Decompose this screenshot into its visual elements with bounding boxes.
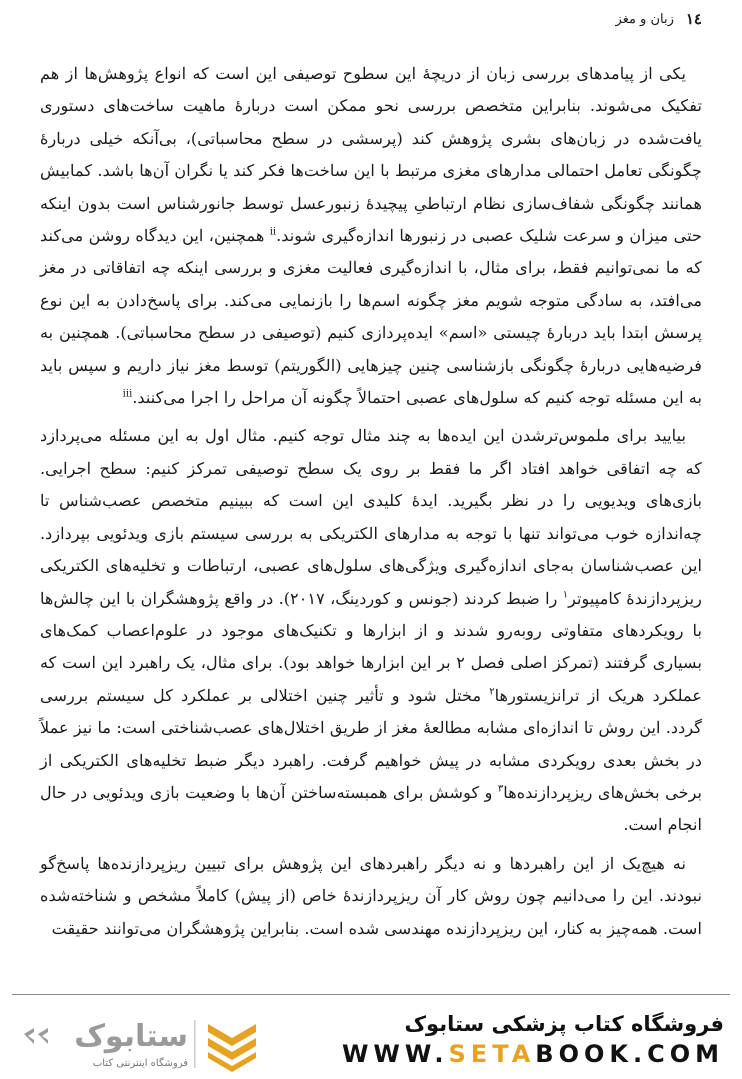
store-url[interactable] xyxy=(342,1040,724,1068)
footer-divider xyxy=(12,994,730,995)
footnote-marker: ١ xyxy=(562,589,569,601)
paragraph-3-text: نه هیچ‌یک از این راهبردها و نه دیگر راهبردهای این پژوهش برای تبیین ریزپردازنده‌ها پاسخ‌گو نبودند. این را می‌دانیم چون روش کار آن ریزپردازندهٔ خاص (از پیش) کاملاً مشخص و شناخته‌شده است. همه‌چیز به کنار، این ریزپردازنده مهندسی شده است. بنابراین پژوهشگران می‌توانند حقیقت xyxy=(40,853,702,938)
paragraph-2 xyxy=(40,420,702,841)
url-suffix: BOOK.COM xyxy=(535,1040,724,1068)
paragraph-2-text-cont: مختل شود و تأثیر چنین اختلالی بر عملکرد کل سیستم بررسی گردد. این روش تا اندازه‌ای مشابه مطالعهٔ مغز از طریق اختلال‌های عصب‌شناختی است: ما نیز عملاً در بخش بعدی رویکردی مشابه در پیش خواهیم گرفت. راهبرد دیگر ضبط تخلیه‌های الکتریکی از برخی بخش‌های ریزپردازنده‌ها xyxy=(40,685,703,802)
store-name: فروشگاه کتاب پزشکی ستابوک xyxy=(404,1012,724,1036)
logo-wordmark: ستابوک xyxy=(74,1019,188,1054)
paragraph-2-text: بیایید برای ملموس‌ترشدن این ایده‌ها به چند مثال توجه کنیم. مثال اول به این مسئله می‌پردازد که چه اتفاقی خواهد افتاد اگر ما فقط بر روی یک سطح توصیفی تمرکز کنیم: سطح اجرایی. بازی‌های ویدیویی را در نظر بگیرید. ایدهٔ کلیدی این است که ببینیم متخصص عصب‌شناس تا چه‌اندازه خوب می‌تواند تنها با توجه به مدارهای الکتریکی به بررسی سیستم بازی ویدئویی بپردازد. این عصب‌شناسان به‌جای اندازه‌گیری ویژگی‌های سلول‌های عصبی، ارتباطات و تخلیه‌های الکتریکی ریزپردازندهٔ کامپیوتر xyxy=(40,426,702,608)
paragraph-3 xyxy=(40,848,702,945)
footnote-marker: ٢ xyxy=(489,686,495,698)
setabook-logo xyxy=(18,1012,294,1072)
paragraph-2-text-cont: را ضبط کردند (جونس و کوردینگ، ٢٠١٧). در واقع پژوهشگران با این چالش‌ها با رویکردهای متفاوتی روبه‌رو شدند و از ابزارها و تکنیک‌های موجود در علوم‌اعصاب کمک‌های بسیاری گرفتند (تمرکز اصلی فصل ٢ بر این ابزارها خواهد بود). برای مثال، یک راهبرد این است که عملکرد هریک از ترانزیستورها xyxy=(40,588,703,705)
page-number: ١٤ xyxy=(685,10,702,28)
footnote-marker: ٣ xyxy=(497,783,504,795)
chapter-title: زبان و مغز xyxy=(615,11,674,27)
paragraph-1-text-cont: همچنین، این دیدگاه روشن می‌کند که ما نمی‌توانیم فقط، برای مثال، با اندازه‌گیری فعالیت مغزی و بررسی اینکه چه اتفاقاتی در مغز می‌افتد، به سادگی متوجه شویم مغز چگونه اسم‌ها را بازنمایی می‌کند. برای پاسخ‌دادن به این نوع پرسش ابتدا باید دربارهٔ چیستی «اسم» ایده‌پردازی کنیم (توصیفی در سطح محاسباتی). همچنین به فرضیه‌هایی دربارهٔ چگونگی بازشناسی چنین چیزهایی (الگوریتم) توسط مغز نیاز داریم و سپس باید به این مسئله توجه کنیم که سلول‌های عصبی احتمالاً چگونه آن مراحل را اجرا می‌کنند. xyxy=(40,226,702,408)
store-footer xyxy=(0,1000,742,1079)
body-text xyxy=(40,58,702,951)
paragraph-2-text-cont: و کوشش برای همبسته‌ساختن آن‌ها با وضعیت بازی ویدئویی در حال انجام است. xyxy=(40,782,702,835)
chevron-icon xyxy=(208,1024,256,1072)
logo-tagline: فروشگاه اینترنتی کتاب xyxy=(92,1058,188,1069)
arrows-icon xyxy=(24,1028,48,1044)
endnote-marker: iii xyxy=(122,388,133,400)
url-prefix: WWW. xyxy=(341,1040,449,1068)
running-header xyxy=(40,8,702,30)
endnote-marker: ii xyxy=(269,226,277,238)
paragraph-1 xyxy=(40,58,702,414)
url-accent: SETA xyxy=(448,1040,536,1068)
paragraph-1-text: یکی از پیامدهای بررسی زبان از دریچهٔ این سطوح توصیفی این است که انواع پژوهش‌ها از هم تفکیک می‌شوند. بنابراین متخصص بررسی نحو ممکن است دربارهٔ ماهیت ساخت‌های دستوری یافت‌شده در زبان‌های بشری پژوهش کند (پرسشی در سطح محاسباتی)، بی‌آنکه خیلی دربارهٔ چگونگی تعامل احتمالی مدارهای مغزی مرتبط با این ساخت‌ها فکر کند یا نگران آن‌ها باشد. کما‌بیش همانند چگونگی شفاف‌سازی نظام ارتباطیِ پیچیدهٔ زنبورعسل توسط جانورشناس است بدون اینکه حتی میزان و سرعت شلیک عصبی در زنبورها اندازه‌گیری شوند. xyxy=(40,64,702,246)
